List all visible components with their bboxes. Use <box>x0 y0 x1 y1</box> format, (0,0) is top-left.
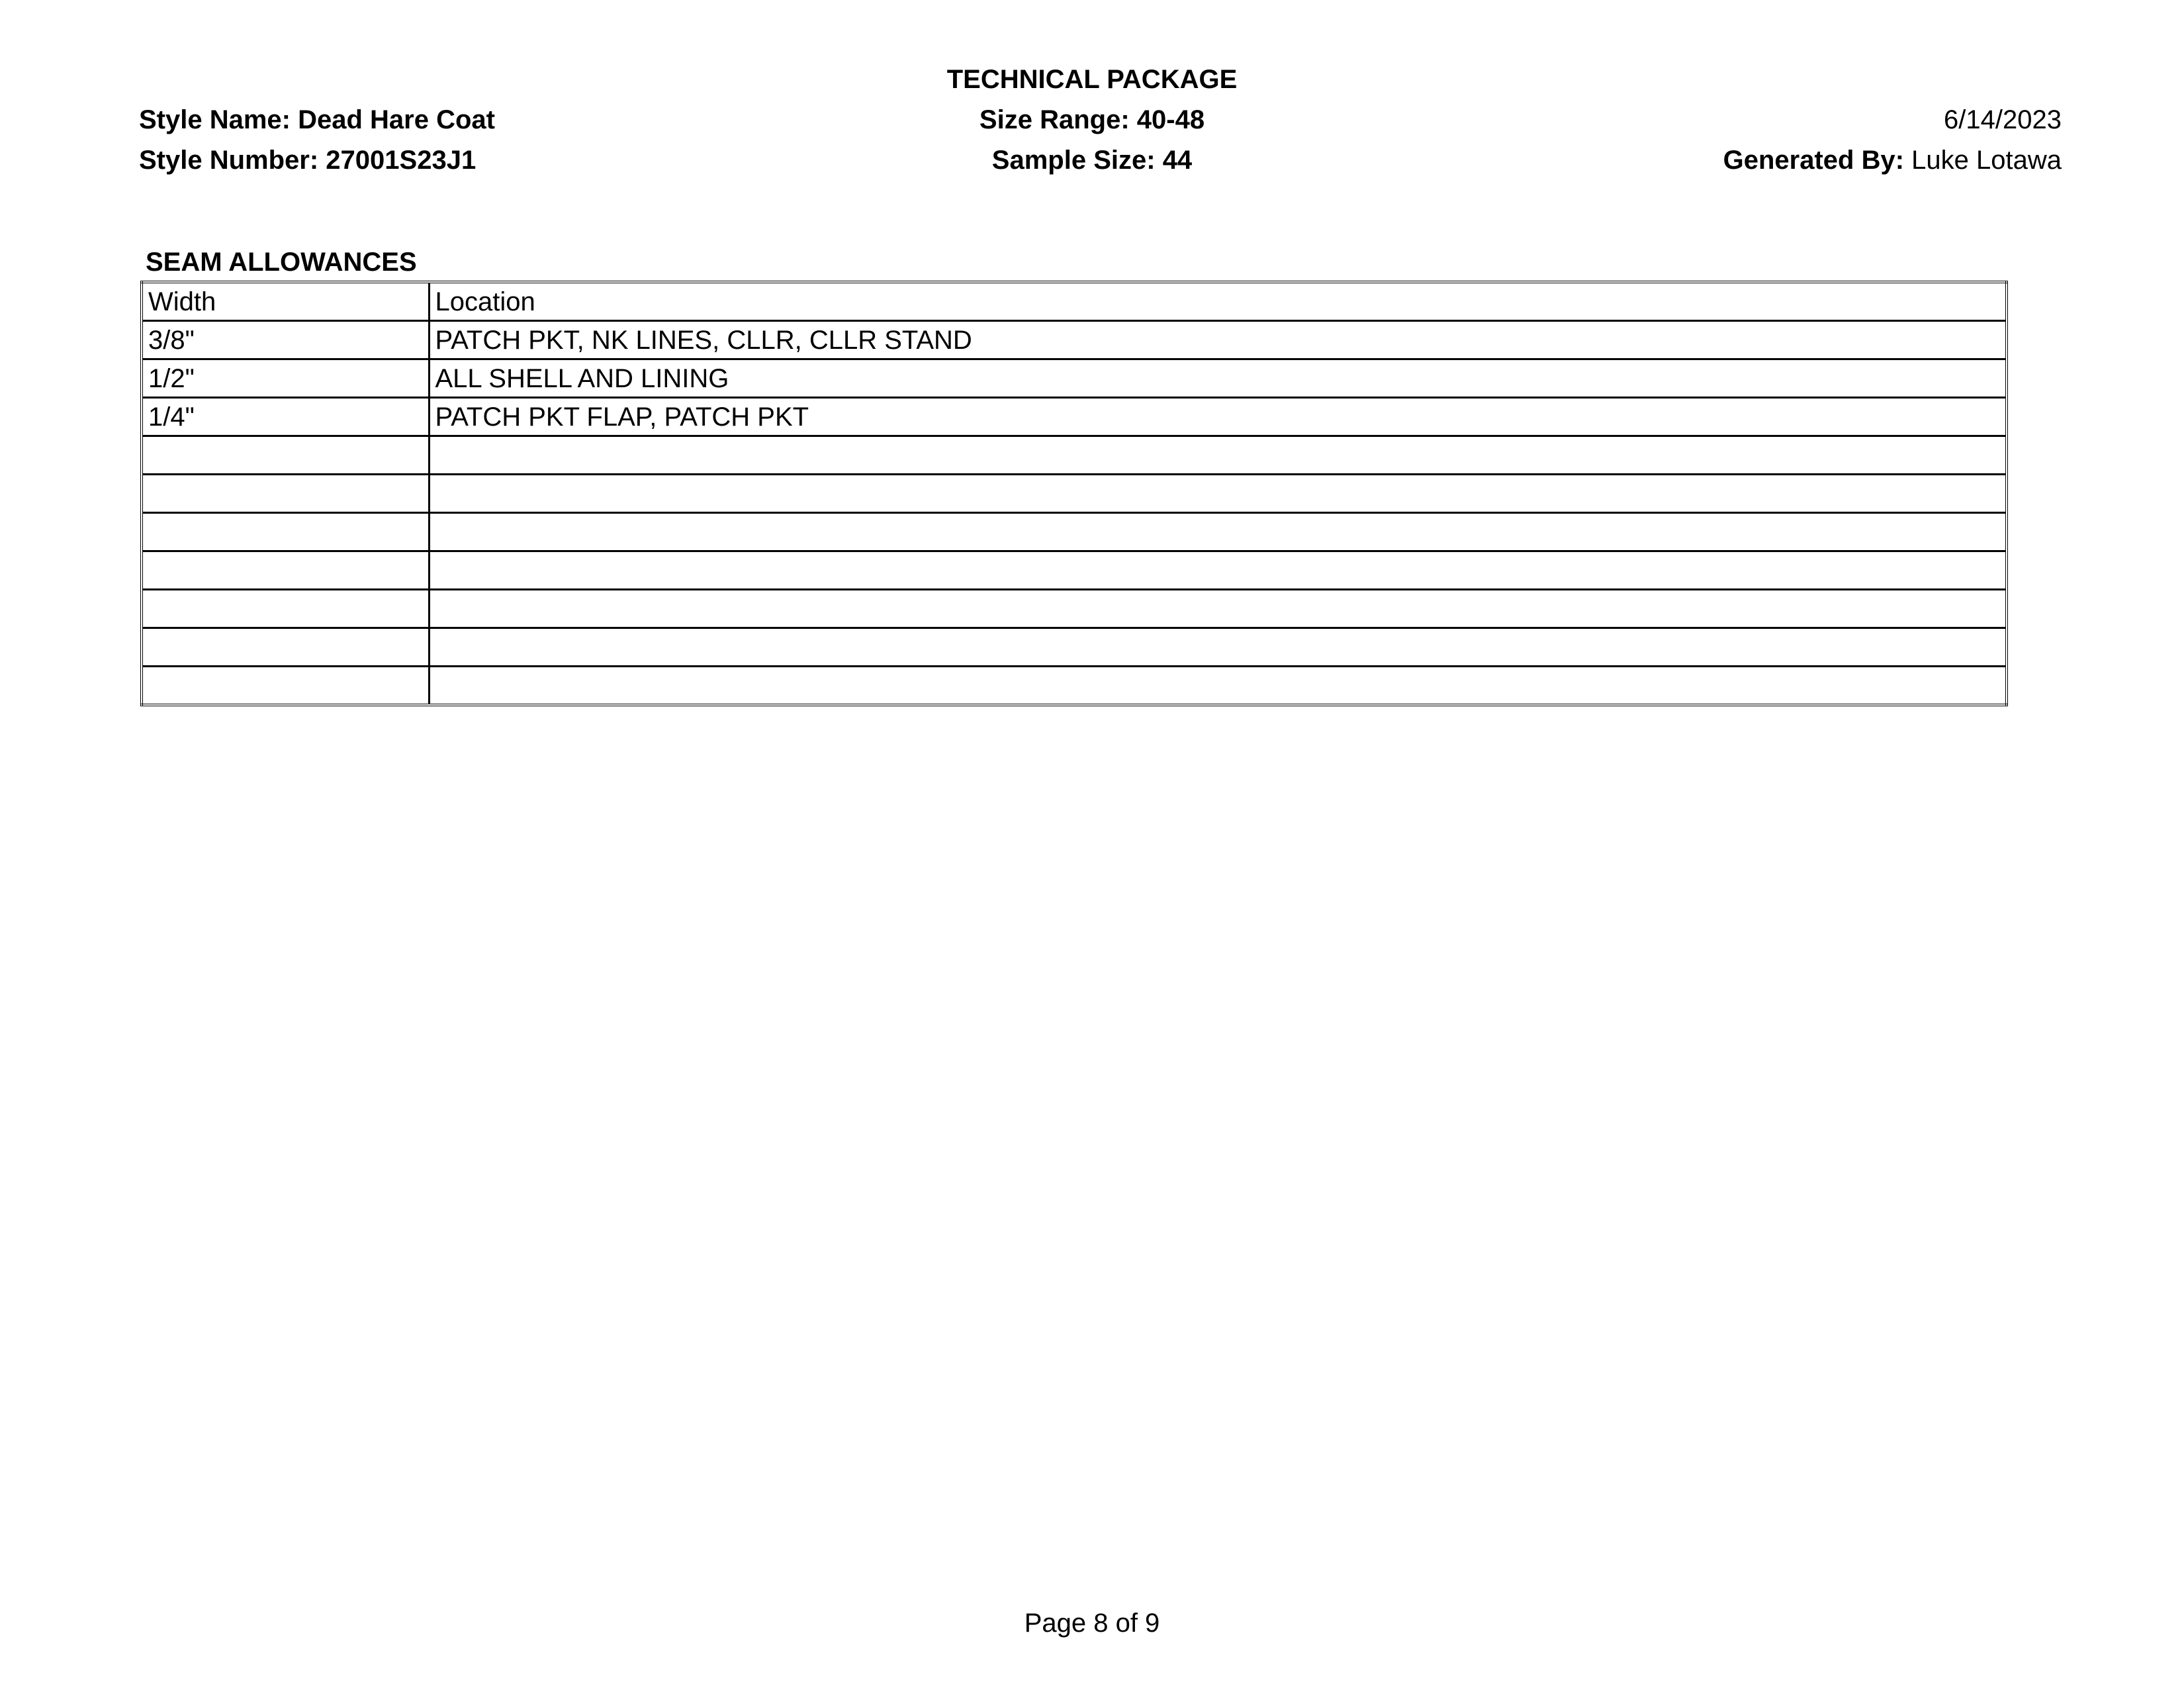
size-range-label: Size Range: <box>979 105 1130 134</box>
generated-by <box>1723 144 2062 176</box>
width-cell <box>142 551 429 590</box>
location-cell <box>429 590 2007 628</box>
width-cell <box>142 436 429 475</box>
width-cell <box>142 513 429 551</box>
width-cell <box>142 667 429 706</box>
style-number-label: Style Number: <box>139 146 319 175</box>
column-header-width: Width <box>142 282 429 321</box>
location-cell <box>429 436 2007 475</box>
document-date: 6/14/2023 <box>1944 105 2062 134</box>
table-row <box>142 590 2007 628</box>
width-cell <box>142 475 429 513</box>
location-cell <box>429 475 2007 513</box>
page-number: Page 8 of 9 <box>1024 1609 1160 1638</box>
table-row <box>142 359 2007 398</box>
generated-by-value: Luke Lotawa <box>1911 146 2062 175</box>
table-row <box>142 551 2007 590</box>
section-title: SEAM ALLOWANCES <box>146 248 417 277</box>
location-cell <box>429 513 2007 551</box>
style-number-value: 27001S23J1 <box>326 146 477 175</box>
table-row <box>142 628 2007 667</box>
table-header-row <box>142 282 2007 321</box>
width-cell: 1/2" <box>142 359 429 398</box>
location-cell <box>429 551 2007 590</box>
document-title: TECHNICAL PACKAGE <box>946 65 1238 94</box>
sample-size-value: 44 <box>1162 146 1193 175</box>
style-name-label: Style Name: <box>139 105 291 134</box>
table-row <box>142 667 2007 706</box>
width-cell: 1/4" <box>142 398 429 436</box>
table-row <box>142 321 2007 359</box>
sample-size-label: Sample Size: <box>991 146 1156 175</box>
width-cell: 3/8" <box>142 321 429 359</box>
width-cell <box>142 628 429 667</box>
location-cell: ALL SHELL AND LINING <box>429 359 2007 398</box>
table-row <box>142 475 2007 513</box>
location-cell: PATCH PKT, NK LINES, CLLR, CLLR STAND <box>429 321 2007 359</box>
column-header-location: Location <box>429 282 2007 321</box>
seam-allowances-table <box>140 281 2008 706</box>
table-row <box>142 513 2007 551</box>
generated-by-label: Generated By: <box>1723 146 1905 175</box>
size-range <box>0 104 2184 136</box>
table-row <box>142 436 2007 475</box>
size-range-value: 40-48 <box>1136 105 1205 134</box>
location-cell <box>429 667 2007 706</box>
table-row <box>142 398 2007 436</box>
style-name-value: Dead Hare Coat <box>298 105 495 134</box>
location-cell: PATCH PKT FLAP, PATCH PKT <box>429 398 2007 436</box>
location-cell <box>429 628 2007 667</box>
width-cell <box>142 590 429 628</box>
